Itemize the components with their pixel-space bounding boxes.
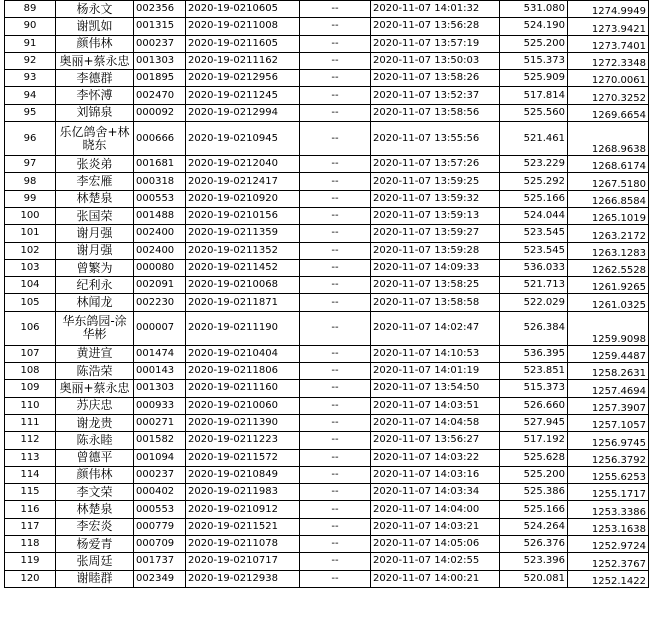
speed-cell: 1270.0061 bbox=[568, 70, 649, 87]
table-row bbox=[5, 122, 649, 156]
name-cell: 谢凯如 bbox=[56, 18, 134, 35]
ring-number-cell: 2020-19-0212956 bbox=[186, 70, 300, 87]
name-cell: 陈浩荣 bbox=[56, 363, 134, 380]
club-id-cell: 002400 bbox=[134, 225, 186, 242]
extra-cell: -- bbox=[300, 363, 371, 380]
ring-number-cell: 2020-19-0211572 bbox=[186, 449, 300, 466]
table-row bbox=[5, 156, 649, 173]
club-id-cell: 000933 bbox=[134, 397, 186, 414]
distance-cell: 523.396 bbox=[500, 553, 568, 570]
name-cell: 陈永睦 bbox=[56, 432, 134, 449]
table-row bbox=[5, 242, 649, 259]
table-row bbox=[5, 311, 649, 345]
speed-cell: 1253.1638 bbox=[568, 518, 649, 535]
extra-cell: -- bbox=[300, 18, 371, 35]
extra-cell: -- bbox=[300, 466, 371, 483]
rank-cell: 112 bbox=[5, 432, 56, 449]
distance-cell: 525.386 bbox=[500, 484, 568, 501]
extra-cell: -- bbox=[300, 122, 371, 156]
speed-cell: 1273.7401 bbox=[568, 35, 649, 52]
rank-cell: 113 bbox=[5, 449, 56, 466]
name-cell: 李宏雁 bbox=[56, 173, 134, 190]
ring-number-cell: 2020-19-0211521 bbox=[186, 518, 300, 535]
table-row bbox=[5, 52, 649, 69]
extra-cell: -- bbox=[300, 570, 371, 587]
table-row bbox=[5, 363, 649, 380]
arrival-time-cell: 2020-11-07 14:10:53 bbox=[371, 345, 500, 362]
arrival-time-cell: 2020-11-07 14:03:51 bbox=[371, 397, 500, 414]
arrival-time-cell: 2020-11-07 14:03:34 bbox=[371, 484, 500, 501]
arrival-time-cell: 2020-11-07 14:05:06 bbox=[371, 536, 500, 553]
ring-number-cell: 2020-19-0211806 bbox=[186, 363, 300, 380]
arrival-time-cell: 2020-11-07 13:50:03 bbox=[371, 52, 500, 69]
club-id-cell: 002356 bbox=[134, 1, 186, 18]
distance-cell: 522.029 bbox=[500, 294, 568, 311]
distance-cell: 517.192 bbox=[500, 432, 568, 449]
rank-cell: 92 bbox=[5, 52, 56, 69]
speed-cell: 1255.6253 bbox=[568, 466, 649, 483]
club-id-cell: 000237 bbox=[134, 35, 186, 52]
arrival-time-cell: 2020-11-07 14:04:58 bbox=[371, 414, 500, 431]
speed-cell: 1262.5528 bbox=[568, 259, 649, 276]
name-cell: 张国荣 bbox=[56, 207, 134, 224]
speed-cell: 1269.6654 bbox=[568, 104, 649, 121]
table-row bbox=[5, 570, 649, 587]
club-id-cell: 002091 bbox=[134, 277, 186, 294]
club-id-cell: 000779 bbox=[134, 518, 186, 535]
distance-cell: 521.713 bbox=[500, 277, 568, 294]
name-cell: 曾德平 bbox=[56, 449, 134, 466]
speed-cell: 1252.9724 bbox=[568, 536, 649, 553]
club-id-cell: 000709 bbox=[134, 536, 186, 553]
rank-cell: 100 bbox=[5, 207, 56, 224]
extra-cell: -- bbox=[300, 277, 371, 294]
distance-cell: 523.229 bbox=[500, 156, 568, 173]
table-row bbox=[5, 414, 649, 431]
speed-cell: 1263.2172 bbox=[568, 225, 649, 242]
club-id-cell: 000666 bbox=[134, 122, 186, 156]
speed-cell: 1268.6174 bbox=[568, 156, 649, 173]
speed-cell: 1256.9745 bbox=[568, 432, 649, 449]
extra-cell: -- bbox=[300, 432, 371, 449]
club-id-cell: 002470 bbox=[134, 87, 186, 104]
distance-cell: 523.545 bbox=[500, 242, 568, 259]
distance-cell: 525.166 bbox=[500, 190, 568, 207]
ring-number-cell: 2020-19-0211871 bbox=[186, 294, 300, 311]
distance-cell: 525.560 bbox=[500, 104, 568, 121]
results-table bbox=[4, 0, 649, 588]
ring-number-cell: 2020-19-0210717 bbox=[186, 553, 300, 570]
speed-cell: 1255.1717 bbox=[568, 484, 649, 501]
extra-cell: -- bbox=[300, 397, 371, 414]
extra-cell: -- bbox=[300, 35, 371, 52]
table-row bbox=[5, 397, 649, 414]
distance-cell: 525.200 bbox=[500, 466, 568, 483]
speed-cell: 1272.3348 bbox=[568, 52, 649, 69]
speed-cell: 1265.1019 bbox=[568, 207, 649, 224]
speed-cell: 1257.1057 bbox=[568, 414, 649, 431]
ring-number-cell: 2020-19-0210605 bbox=[186, 1, 300, 18]
distance-cell: 531.080 bbox=[500, 1, 568, 18]
ring-number-cell: 2020-19-0210060 bbox=[186, 397, 300, 414]
speed-cell: 1257.3907 bbox=[568, 397, 649, 414]
arrival-time-cell: 2020-11-07 14:03:16 bbox=[371, 466, 500, 483]
speed-cell: 1274.9949 bbox=[568, 1, 649, 18]
speed-cell: 1273.9421 bbox=[568, 18, 649, 35]
table-row bbox=[5, 345, 649, 362]
arrival-time-cell: 2020-11-07 13:58:58 bbox=[371, 294, 500, 311]
club-id-cell: 001094 bbox=[134, 449, 186, 466]
arrival-time-cell: 2020-11-07 14:01:19 bbox=[371, 363, 500, 380]
rank-cell: 111 bbox=[5, 414, 56, 431]
table-row bbox=[5, 225, 649, 242]
extra-cell: -- bbox=[300, 484, 371, 501]
table-row bbox=[5, 518, 649, 535]
rank-cell: 102 bbox=[5, 242, 56, 259]
table-row bbox=[5, 536, 649, 553]
extra-cell: -- bbox=[300, 414, 371, 431]
extra-cell: -- bbox=[300, 518, 371, 535]
club-id-cell: 000237 bbox=[134, 466, 186, 483]
distance-cell: 526.660 bbox=[500, 397, 568, 414]
name-cell: 苏庆忠 bbox=[56, 397, 134, 414]
arrival-time-cell: 2020-11-07 14:09:33 bbox=[371, 259, 500, 276]
distance-cell: 520.081 bbox=[500, 570, 568, 587]
ring-number-cell: 2020-19-0210404 bbox=[186, 345, 300, 362]
table-row bbox=[5, 70, 649, 87]
table-row bbox=[5, 294, 649, 311]
rank-cell: 89 bbox=[5, 1, 56, 18]
name-cell: 杨永文 bbox=[56, 1, 134, 18]
extra-cell: -- bbox=[300, 536, 371, 553]
table-row bbox=[5, 18, 649, 35]
speed-cell: 1257.4694 bbox=[568, 380, 649, 397]
ring-number-cell: 2020-19-0210156 bbox=[186, 207, 300, 224]
rank-cell: 114 bbox=[5, 466, 56, 483]
table-row bbox=[5, 432, 649, 449]
arrival-time-cell: 2020-11-07 14:02:55 bbox=[371, 553, 500, 570]
extra-cell: -- bbox=[300, 207, 371, 224]
name-cell: 曾繁为 bbox=[56, 259, 134, 276]
club-id-cell: 000092 bbox=[134, 104, 186, 121]
arrival-time-cell: 2020-11-07 13:56:28 bbox=[371, 18, 500, 35]
name-cell: 刘锦泉 bbox=[56, 104, 134, 121]
ring-number-cell: 2020-19-0211452 bbox=[186, 259, 300, 276]
name-cell: 谢月强 bbox=[56, 242, 134, 259]
distance-cell: 525.628 bbox=[500, 449, 568, 466]
club-id-cell: 000553 bbox=[134, 501, 186, 518]
arrival-time-cell: 2020-11-07 14:03:21 bbox=[371, 518, 500, 535]
extra-cell: -- bbox=[300, 311, 371, 345]
arrival-time-cell: 2020-11-07 13:59:28 bbox=[371, 242, 500, 259]
rank-cell: 94 bbox=[5, 87, 56, 104]
table-row bbox=[5, 380, 649, 397]
arrival-time-cell: 2020-11-07 13:59:27 bbox=[371, 225, 500, 242]
arrival-time-cell: 2020-11-07 13:58:25 bbox=[371, 277, 500, 294]
speed-cell: 1259.9098 bbox=[568, 311, 649, 345]
club-id-cell: 000402 bbox=[134, 484, 186, 501]
results-rows bbox=[5, 1, 649, 588]
rank-cell: 90 bbox=[5, 18, 56, 35]
ring-number-cell: 2020-19-0211160 bbox=[186, 380, 300, 397]
name-cell: 张周廷 bbox=[56, 553, 134, 570]
name-cell: 颜伟林 bbox=[56, 466, 134, 483]
distance-cell: 525.200 bbox=[500, 35, 568, 52]
rank-cell: 118 bbox=[5, 536, 56, 553]
club-id-cell: 002230 bbox=[134, 294, 186, 311]
club-id-cell: 000080 bbox=[134, 259, 186, 276]
table-row bbox=[5, 35, 649, 52]
extra-cell: -- bbox=[300, 156, 371, 173]
distance-cell: 517.814 bbox=[500, 87, 568, 104]
speed-cell: 1261.0325 bbox=[568, 294, 649, 311]
table-row bbox=[5, 87, 649, 104]
table-row bbox=[5, 190, 649, 207]
rank-cell: 107 bbox=[5, 345, 56, 362]
distance-cell: 524.264 bbox=[500, 518, 568, 535]
ring-number-cell: 2020-19-0212417 bbox=[186, 173, 300, 190]
distance-cell: 526.384 bbox=[500, 311, 568, 345]
speed-cell: 1267.5180 bbox=[568, 173, 649, 190]
ring-number-cell: 2020-19-0212994 bbox=[186, 104, 300, 121]
name-cell: 黄进宣 bbox=[56, 345, 134, 362]
table-row bbox=[5, 553, 649, 570]
distance-cell: 525.292 bbox=[500, 173, 568, 190]
ring-number-cell: 2020-19-0212938 bbox=[186, 570, 300, 587]
club-id-cell: 000143 bbox=[134, 363, 186, 380]
arrival-time-cell: 2020-11-07 13:56:27 bbox=[371, 432, 500, 449]
extra-cell: -- bbox=[300, 380, 371, 397]
table-row bbox=[5, 466, 649, 483]
arrival-time-cell: 2020-11-07 13:54:50 bbox=[371, 380, 500, 397]
table-row bbox=[5, 501, 649, 518]
arrival-time-cell: 2020-11-07 13:57:26 bbox=[371, 156, 500, 173]
arrival-time-cell: 2020-11-07 13:59:25 bbox=[371, 173, 500, 190]
rank-cell: 97 bbox=[5, 156, 56, 173]
distance-cell: 515.373 bbox=[500, 52, 568, 69]
club-id-cell: 001737 bbox=[134, 553, 186, 570]
ring-number-cell: 2020-19-0211983 bbox=[186, 484, 300, 501]
distance-cell: 536.395 bbox=[500, 345, 568, 362]
ring-number-cell: 2020-19-0211245 bbox=[186, 87, 300, 104]
speed-cell: 1259.4487 bbox=[568, 345, 649, 362]
club-id-cell: 001895 bbox=[134, 70, 186, 87]
ring-number-cell: 2020-19-0211352 bbox=[186, 242, 300, 259]
extra-cell: -- bbox=[300, 190, 371, 207]
extra-cell: -- bbox=[300, 70, 371, 87]
rank-cell: 109 bbox=[5, 380, 56, 397]
speed-cell: 1258.2631 bbox=[568, 363, 649, 380]
arrival-time-cell: 2020-11-07 14:01:32 bbox=[371, 1, 500, 18]
club-id-cell: 001303 bbox=[134, 380, 186, 397]
extra-cell: -- bbox=[300, 52, 371, 69]
arrival-time-cell: 2020-11-07 13:55:56 bbox=[371, 122, 500, 156]
club-id-cell: 001303 bbox=[134, 52, 186, 69]
name-cell: 奥丽+蔡永忠 bbox=[56, 380, 134, 397]
club-id-cell: 001681 bbox=[134, 156, 186, 173]
ring-number-cell: 2020-19-0211390 bbox=[186, 414, 300, 431]
extra-cell: -- bbox=[300, 294, 371, 311]
club-id-cell: 000271 bbox=[134, 414, 186, 431]
distance-cell: 515.373 bbox=[500, 380, 568, 397]
arrival-time-cell: 2020-11-07 14:00:21 bbox=[371, 570, 500, 587]
ring-number-cell: 2020-19-0210945 bbox=[186, 122, 300, 156]
name-cell: 奥丽+蔡永忠 bbox=[56, 52, 134, 69]
rank-cell: 117 bbox=[5, 518, 56, 535]
distance-cell: 524.190 bbox=[500, 18, 568, 35]
speed-cell: 1270.3252 bbox=[568, 87, 649, 104]
club-id-cell: 002400 bbox=[134, 242, 186, 259]
arrival-time-cell: 2020-11-07 13:59:13 bbox=[371, 207, 500, 224]
speed-cell: 1266.8584 bbox=[568, 190, 649, 207]
ring-number-cell: 2020-19-0211162 bbox=[186, 52, 300, 69]
name-cell: 谢龙贵 bbox=[56, 414, 134, 431]
table-row bbox=[5, 259, 649, 276]
rank-cell: 120 bbox=[5, 570, 56, 587]
rank-cell: 98 bbox=[5, 173, 56, 190]
table-row bbox=[5, 1, 649, 18]
name-cell: 李文荣 bbox=[56, 484, 134, 501]
table-row bbox=[5, 173, 649, 190]
extra-cell: -- bbox=[300, 345, 371, 362]
name-cell: 谢月强 bbox=[56, 225, 134, 242]
extra-cell: -- bbox=[300, 553, 371, 570]
ring-number-cell: 2020-19-0211359 bbox=[186, 225, 300, 242]
rank-cell: 91 bbox=[5, 35, 56, 52]
club-id-cell: 000553 bbox=[134, 190, 186, 207]
name-cell: 纪利永 bbox=[56, 277, 134, 294]
ring-number-cell: 2020-19-0211223 bbox=[186, 432, 300, 449]
ring-number-cell: 2020-19-0210068 bbox=[186, 277, 300, 294]
ring-number-cell: 2020-19-0211190 bbox=[186, 311, 300, 345]
rank-cell: 96 bbox=[5, 122, 56, 156]
club-id-cell: 000007 bbox=[134, 311, 186, 345]
arrival-time-cell: 2020-11-07 13:57:19 bbox=[371, 35, 500, 52]
name-cell: 华东鸽园-涂华彬 bbox=[56, 311, 134, 345]
distance-cell: 525.166 bbox=[500, 501, 568, 518]
distance-cell: 536.033 bbox=[500, 259, 568, 276]
ring-number-cell: 2020-19-0211078 bbox=[186, 536, 300, 553]
table-row bbox=[5, 277, 649, 294]
extra-cell: -- bbox=[300, 173, 371, 190]
name-cell: 张炎弟 bbox=[56, 156, 134, 173]
club-id-cell: 001315 bbox=[134, 18, 186, 35]
speed-cell: 1252.3767 bbox=[568, 553, 649, 570]
speed-cell: 1252.1422 bbox=[568, 570, 649, 587]
extra-cell: -- bbox=[300, 449, 371, 466]
rank-cell: 93 bbox=[5, 70, 56, 87]
speed-cell: 1261.9265 bbox=[568, 277, 649, 294]
ring-number-cell: 2020-19-0210849 bbox=[186, 466, 300, 483]
rank-cell: 101 bbox=[5, 225, 56, 242]
rank-cell: 106 bbox=[5, 311, 56, 345]
ring-number-cell: 2020-19-0212040 bbox=[186, 156, 300, 173]
name-cell: 林楚泉 bbox=[56, 501, 134, 518]
extra-cell: -- bbox=[300, 501, 371, 518]
name-cell: 乐亿鸽舍+林晓东 bbox=[56, 122, 134, 156]
distance-cell: 523.545 bbox=[500, 225, 568, 242]
extra-cell: -- bbox=[300, 104, 371, 121]
rank-cell: 103 bbox=[5, 259, 56, 276]
distance-cell: 524.044 bbox=[500, 207, 568, 224]
arrival-time-cell: 2020-11-07 14:04:00 bbox=[371, 501, 500, 518]
distance-cell: 527.945 bbox=[500, 414, 568, 431]
name-cell: 李怀溥 bbox=[56, 87, 134, 104]
club-id-cell: 001582 bbox=[134, 432, 186, 449]
extra-cell: -- bbox=[300, 242, 371, 259]
extra-cell: -- bbox=[300, 225, 371, 242]
table-row bbox=[5, 207, 649, 224]
rank-cell: 108 bbox=[5, 363, 56, 380]
table-row bbox=[5, 104, 649, 121]
table-row bbox=[5, 449, 649, 466]
rank-cell: 115 bbox=[5, 484, 56, 501]
speed-cell: 1256.3792 bbox=[568, 449, 649, 466]
rank-cell: 95 bbox=[5, 104, 56, 121]
ring-number-cell: 2020-19-0210912 bbox=[186, 501, 300, 518]
arrival-time-cell: 2020-11-07 13:59:32 bbox=[371, 190, 500, 207]
arrival-time-cell: 2020-11-07 14:02:47 bbox=[371, 311, 500, 345]
name-cell: 李宏炎 bbox=[56, 518, 134, 535]
speed-cell: 1268.9638 bbox=[568, 122, 649, 156]
arrival-time-cell: 2020-11-07 14:03:22 bbox=[371, 449, 500, 466]
club-id-cell: 001488 bbox=[134, 207, 186, 224]
extra-cell: -- bbox=[300, 87, 371, 104]
club-id-cell: 001474 bbox=[134, 345, 186, 362]
arrival-time-cell: 2020-11-07 13:58:56 bbox=[371, 104, 500, 121]
arrival-time-cell: 2020-11-07 13:58:26 bbox=[371, 70, 500, 87]
ring-number-cell: 2020-19-0210920 bbox=[186, 190, 300, 207]
rank-cell: 110 bbox=[5, 397, 56, 414]
rank-cell: 99 bbox=[5, 190, 56, 207]
rank-cell: 116 bbox=[5, 501, 56, 518]
name-cell: 杨爱青 bbox=[56, 536, 134, 553]
name-cell: 林楚泉 bbox=[56, 190, 134, 207]
name-cell: 林闻龙 bbox=[56, 294, 134, 311]
rank-cell: 119 bbox=[5, 553, 56, 570]
distance-cell: 523.851 bbox=[500, 363, 568, 380]
club-id-cell: 000318 bbox=[134, 173, 186, 190]
rank-cell: 104 bbox=[5, 277, 56, 294]
ring-number-cell: 2020-19-0211008 bbox=[186, 18, 300, 35]
speed-cell: 1253.3386 bbox=[568, 501, 649, 518]
arrival-time-cell: 2020-11-07 13:52:37 bbox=[371, 87, 500, 104]
name-cell: 谢睦群 bbox=[56, 570, 134, 587]
name-cell: 李德群 bbox=[56, 70, 134, 87]
name-cell: 颜伟林 bbox=[56, 35, 134, 52]
distance-cell: 526.376 bbox=[500, 536, 568, 553]
speed-cell: 1263.1283 bbox=[568, 242, 649, 259]
table-row bbox=[5, 484, 649, 501]
extra-cell: -- bbox=[300, 259, 371, 276]
rank-cell: 105 bbox=[5, 294, 56, 311]
ring-number-cell: 2020-19-0211605 bbox=[186, 35, 300, 52]
extra-cell: -- bbox=[300, 1, 371, 18]
club-id-cell: 002349 bbox=[134, 570, 186, 587]
distance-cell: 521.461 bbox=[500, 122, 568, 156]
distance-cell: 525.909 bbox=[500, 70, 568, 87]
